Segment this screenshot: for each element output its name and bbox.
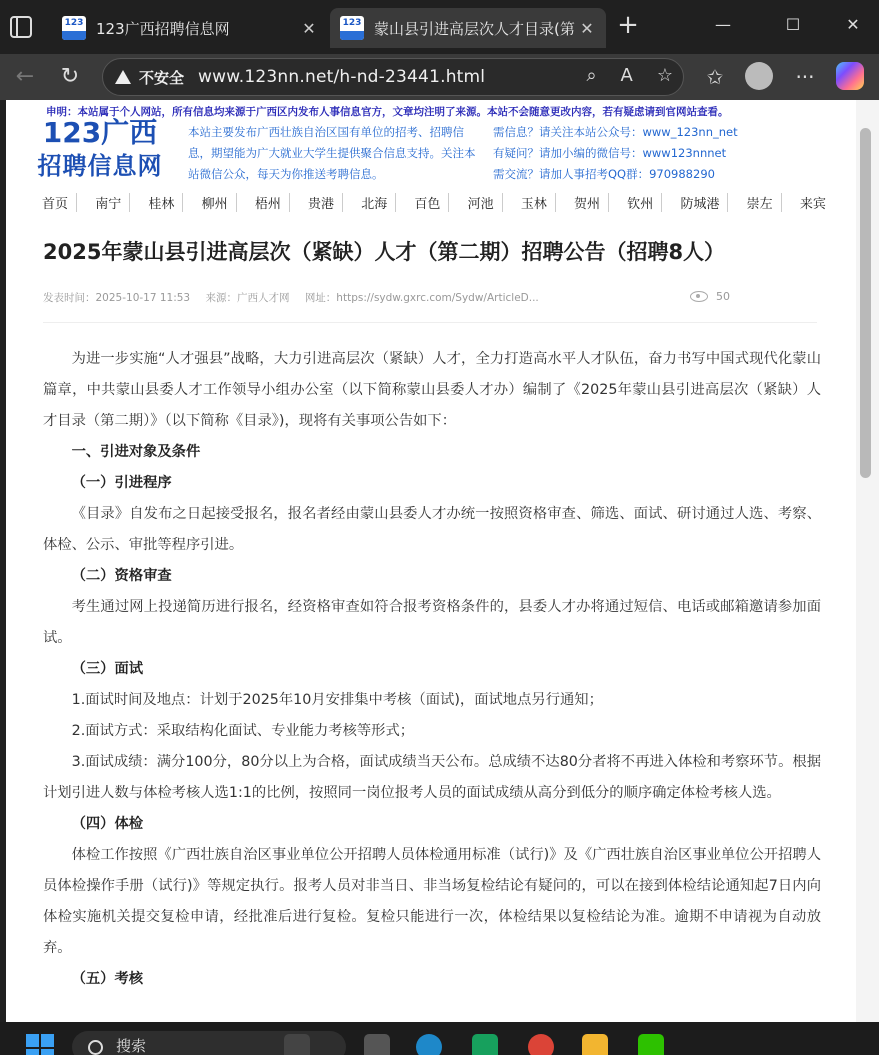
taskbar-search[interactable]: 搜索 [72, 1031, 346, 1055]
article-paragraph: 3.面试成绩：满分100分，80分以上为合格，面试成绩当天公布。总成绩不达80分者将不再进入体检和考察环节。根据计划引进人数与体检考核人选1:1的比例，按照同一岗位报考人员的面试成绩从高分到低分的顺序确定体检考核人选。 [43, 754, 821, 801]
city-nav [34, 193, 834, 212]
eye-icon [690, 291, 708, 302]
scrollbar-thumb[interactable] [860, 128, 871, 478]
view-count-value: 50 [716, 290, 730, 303]
address-bar[interactable] [102, 58, 684, 96]
nav-item-hezhou[interactable]: 贺州 [566, 193, 609, 212]
tab-123gx[interactable] [52, 8, 328, 48]
publish-time: 发表时间：2025-10-17 11:53 [43, 292, 191, 304]
source-url[interactable]: 网址：https://sydw.gxrc.com/Sydw/ArticleD... [304, 292, 539, 304]
site-favicon-icon: 123 [62, 16, 86, 40]
nav-item-nanning[interactable]: 南宁 [87, 193, 130, 212]
site-favicon-icon: 123 [340, 16, 364, 40]
nav-item-fangchenggang[interactable]: 防城港 [672, 193, 728, 212]
file-explorer-icon[interactable] [582, 1034, 608, 1055]
wechat-icon[interactable] [638, 1034, 664, 1055]
nav-item-chongzuo[interactable]: 崇左 [739, 193, 782, 212]
edge-icon[interactable] [416, 1034, 442, 1055]
nav-item-beihai[interactable]: 北海 [353, 193, 396, 212]
site-logo[interactable] [30, 116, 170, 182]
article-paragraph: 考生通过网上投递简历进行报名，经资格审查如符合报考资格条件的，县委人才办将通过短信、电话或邮箱邀请参加面试。 [43, 599, 821, 646]
close-window-button[interactable]: ✕ [846, 15, 860, 34]
article-body [43, 344, 821, 995]
nav-item-guilin[interactable]: 桂林 [140, 193, 183, 212]
more-options-icon[interactable]: ··· [795, 65, 815, 89]
copilot-icon [836, 62, 864, 90]
nav-item-baise[interactable]: 百色 [406, 193, 449, 212]
tab-title: 123广西招聘信息网 [96, 19, 230, 38]
favorites-icon[interactable]: ✩ [706, 65, 724, 89]
nav-item-qinzhou[interactable]: 钦州 [619, 193, 662, 212]
subsection-heading: （三）面试 [71, 661, 144, 677]
view-count [690, 290, 730, 303]
logo-line2: 招聘信息网 [37, 152, 163, 180]
article-paragraph: 体检工作按照《广西壮族自治区事业单位公开招聘人员体检通用标准（试行)》及《广西壮族自治区事业单位公开招聘人员体检操作手册（试行)》等规定执行。报考人员对非当日、非当场复检结论有疑问的，可以在接到体检结论通知起7日内向体检实施机关提交复检申请，经批准后进行复检。复检只能进行一次，体检结果以复检结论为准。逾期不申请视为自动放弃。 [43, 847, 821, 956]
site-disclaimer: 申明：本站属于个人网站，所有信息均来源于广西区内发布人事信息官方，文章均注明了来源。本站不会随意更改内容，若有疑虑请到官网站查看。 [46, 106, 729, 118]
warning-icon [115, 70, 131, 84]
zoom-icon[interactable]: ⌕ [586, 65, 597, 86]
taskbar [0, 1022, 879, 1055]
refresh-button[interactable]: ↻ [60, 64, 80, 89]
article-title: 2025年蒙山县引进高层次（紧缺）人才（第二期）招聘公告（招聘8人） [43, 240, 726, 264]
task-view-icon[interactable] [364, 1034, 390, 1055]
article-paragraph: 1.面试时间及地点：计划于2025年10月安排集中考核（面试)，面试地点另行通知； [71, 692, 603, 708]
subsection-heading: （一）引进程序 [71, 475, 172, 491]
nav-item-laibin[interactable]: 来宾 [799, 197, 826, 212]
tab-title: 蒙山县引进高层次人才目录(第 [374, 19, 575, 38]
site-contacts [493, 122, 833, 185]
url-text[interactable]: www.123nn.net/h-nd-23441.html [198, 67, 486, 87]
avatar [745, 62, 773, 90]
nav-item-yulin[interactable]: 玉林 [513, 193, 556, 212]
chrome-icon[interactable] [528, 1034, 554, 1055]
nav-item-guigang[interactable]: 贵港 [300, 193, 343, 212]
close-tab-icon[interactable]: ✕ [580, 18, 594, 38]
maximize-button[interactable]: ☐ [785, 15, 801, 34]
nav-item-hechi[interactable]: 河池 [460, 193, 503, 212]
article-paragraph: 《目录》自发布之日起接受报名，报名者经由蒙山县委人才办统一按照资格审查、筛选、面试、研讨通过人选、考察、体检、公示、审批等程序引进。 [43, 506, 821, 553]
site-intro: 本站主要发布广西壮族自治区国有单位的招考、招聘信息，期望能为广大就业大学生提供聚合信息支持。关注本站微信公众，每天为你推送考聘信息。 [188, 125, 476, 181]
article-paragraph: 2.面试方式：采取结构化面试、专业能力考核等形式； [71, 723, 415, 739]
address-toolbar [0, 54, 879, 100]
nav-item-liuzhou[interactable]: 柳州 [194, 193, 237, 212]
nav-item-home[interactable]: 首页 [34, 193, 77, 212]
copilot-button[interactable] [836, 62, 866, 92]
contact-wechat-public: 需信息？请关注本站公众号：www_123nn_net [493, 125, 738, 139]
profile-button[interactable] [745, 62, 775, 92]
contact-wechat-editor: 有疑问？请加小编的微信号：www123nnnet [493, 146, 727, 160]
windows-start-icon[interactable] [26, 1034, 54, 1055]
back-button[interactable]: ← [15, 64, 35, 89]
tab-mengshan[interactable] [330, 8, 606, 48]
minimize-button[interactable]: — [715, 15, 731, 34]
article-paragraph: 为进一步实施“人才强县”战略，大力引进高层次（紧缺）人才，全力打造高水平人才队伍，奋力书写中国式现代化蒙山篇章，中共蒙山县委人才工作领导小组办公室（以下简称蒙山县委人才办）编制了《2025年蒙山县引进高层次（紧缺）人才目录（第二期）》（以下简称《目录》)，现将有关事项公告如下： [43, 351, 821, 429]
article-meta [43, 290, 551, 305]
tab-actions-icon[interactable] [10, 16, 32, 38]
subsection-heading: （二）资格审查 [71, 568, 172, 584]
subsection-heading: （四）体检 [71, 816, 144, 832]
close-tab-icon[interactable]: ✕ [302, 18, 316, 38]
not-secure-label[interactable]: 不安全 [139, 68, 185, 87]
nav-item-wuzhou[interactable]: 梧州 [247, 193, 290, 212]
subsection-heading: （五）考核 [71, 971, 144, 987]
contact-qq-group: 需交流？请加人事招考QQ群：970988290 [493, 167, 715, 181]
divider [43, 322, 817, 323]
section-heading: 一、引进对象及条件 [71, 444, 201, 460]
new-tab-button[interactable]: + [617, 10, 639, 40]
app-s-icon[interactable] [472, 1034, 498, 1055]
favorite-star-icon[interactable]: ☆ [656, 65, 673, 86]
article-source: 来源：广西人才网 [205, 292, 290, 304]
web-page [6, 100, 856, 1022]
widget-icon[interactable] [284, 1034, 310, 1055]
tab-strip [0, 0, 879, 54]
logo-line1: 123广西 [42, 116, 158, 149]
read-aloud-icon[interactable]: A [620, 65, 633, 86]
